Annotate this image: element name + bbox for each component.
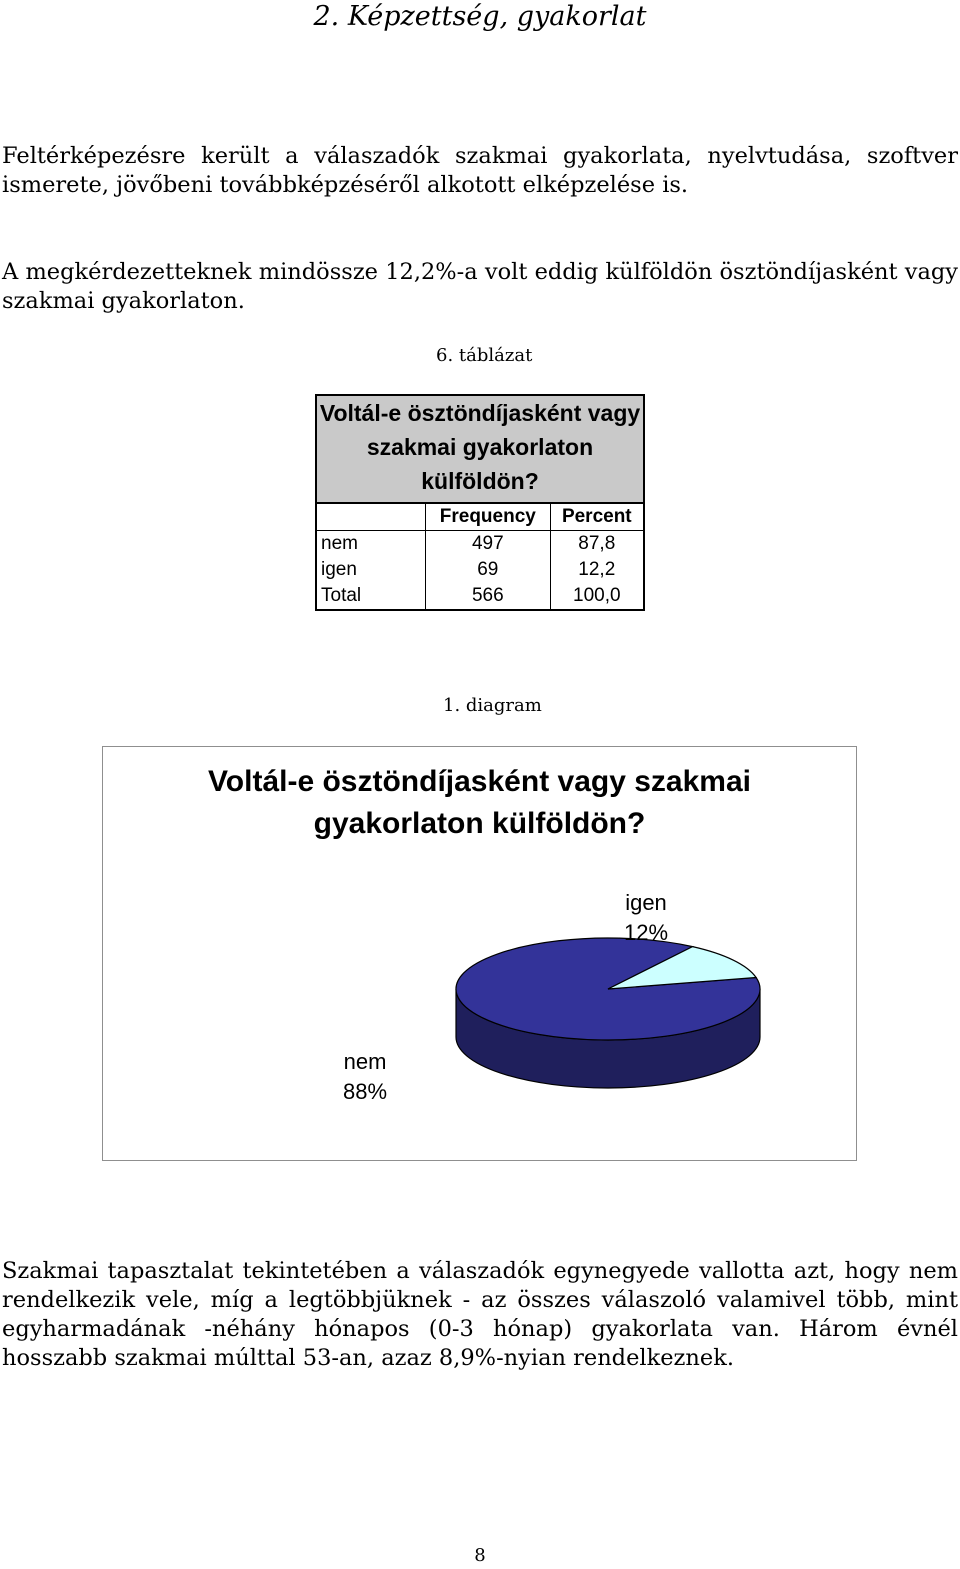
chart-caption: 1. diagram bbox=[443, 695, 542, 716]
experience-paragraph: Szakmai tapasztalat tekintetében a válaszadók egynegyede vallotta azt, hogy nem rendelkezik vele, míg a legtöbbjüknek - az összes válaszoló valamivel több, mint egyharmadának -néhány hónapos (0-3 hónap) gyakorlata van. Három évnél hosszabb szakmai múlttal 53-an, azaz 8,9%-nyian rendelkeznek. bbox=[2, 1258, 958, 1371]
table-title: Voltál-e ösztöndíjasként vagy szakmai gyakorlaton külföldön? bbox=[316, 395, 644, 503]
pie-chart bbox=[103, 747, 856, 1160]
row-percent: 87,8 bbox=[550, 531, 644, 558]
abroad-paragraph: A megkérdezetteknek mindössze 12,2%-a volt eddig külföldön ösztöndíjasként vagy szakmai gyakorlaton. bbox=[2, 259, 958, 314]
page-number: 8 bbox=[474, 1545, 486, 1566]
row-percent: 12,2 bbox=[550, 557, 644, 583]
intro-paragraph: Feltérképezésre került a válaszadók szakmai gyakorlata, nyelvtudása, szoftver ismerete, jövőbeni továbbképzéséről alkotott elképzelése is. bbox=[2, 143, 958, 198]
row-frequency: 497 bbox=[471, 533, 504, 554]
row-label: Total bbox=[316, 583, 426, 610]
row-percent: 100,0 bbox=[550, 583, 644, 610]
table-header-frequency: Frequency bbox=[426, 503, 551, 531]
table-row bbox=[316, 557, 644, 583]
table-header-blank bbox=[316, 503, 426, 531]
row-label: nem bbox=[316, 531, 426, 558]
chart-title-line-2: gyakorlaton külföldön? bbox=[313, 807, 646, 840]
table-row bbox=[316, 583, 644, 610]
chart-title-line-1: Voltál-e ösztöndíjasként vagy szakmai bbox=[208, 765, 751, 798]
section-heading: 2. Képzettség, gyakorlat bbox=[313, 1, 647, 32]
row-frequency: 566 bbox=[471, 585, 504, 606]
table-header-percent: Percent bbox=[550, 503, 644, 531]
pie-label-igen: igen 12% bbox=[623, 890, 669, 945]
frequency-table bbox=[315, 394, 645, 611]
pie-label-nem: nem 88% bbox=[342, 1049, 388, 1104]
row-frequency: 69 bbox=[477, 559, 499, 580]
pie-chart-frame bbox=[102, 746, 857, 1161]
row-label: igen bbox=[316, 557, 426, 583]
table-caption: 6. táblázat bbox=[436, 345, 533, 366]
table-row bbox=[316, 531, 644, 558]
